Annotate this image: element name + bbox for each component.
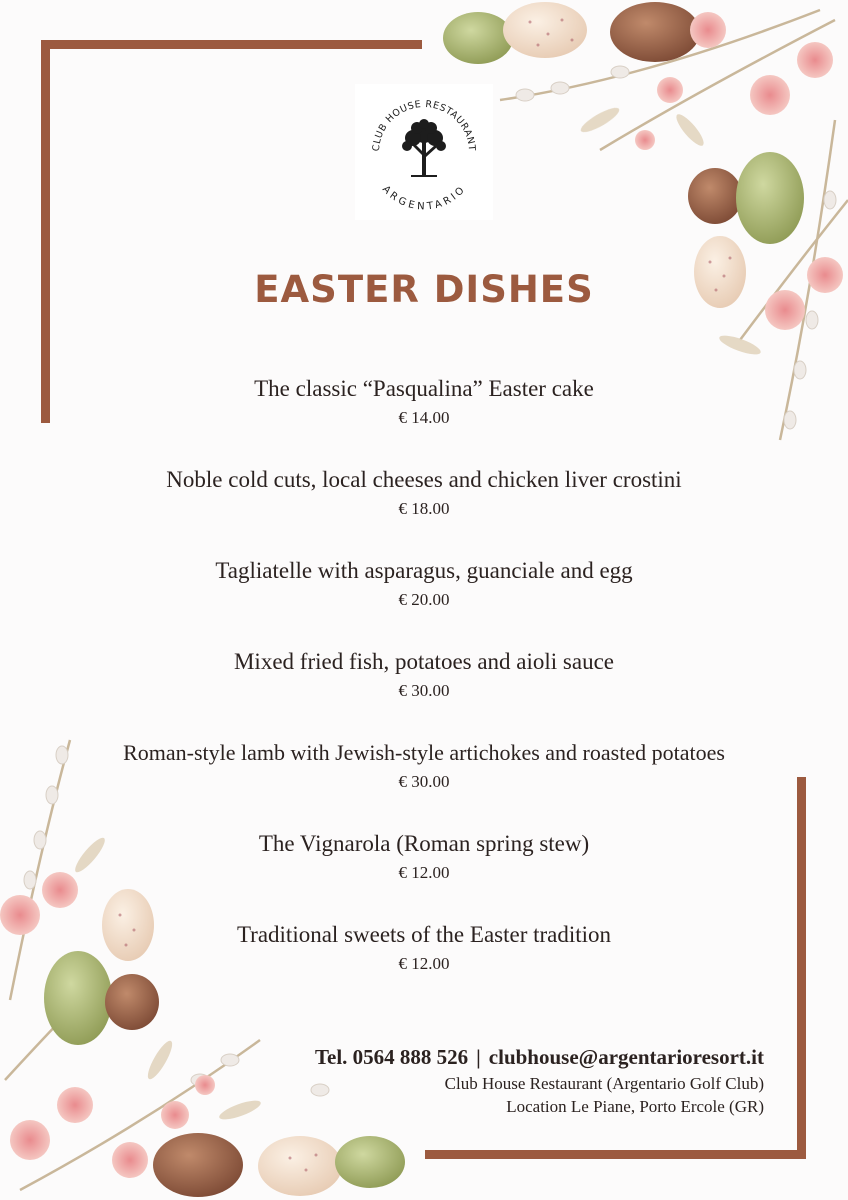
contact-separator: | bbox=[476, 1045, 481, 1069]
dish-name: The classic “Pasqualina” Easter cake bbox=[254, 376, 594, 401]
venue-name: Club House Restaurant (Argentario Golf Club) bbox=[444, 1074, 764, 1093]
easter-egg-icon bbox=[443, 2, 804, 308]
dish-price: € 30.00 bbox=[398, 772, 450, 791]
email-link[interactable]: clubhouse@argentarioresort.it bbox=[488, 1045, 764, 1069]
frame-right-bar bbox=[797, 777, 806, 1159]
dish-price: € 20.00 bbox=[398, 590, 450, 609]
dish-name: Roman-style lamb with Jewish-style artichokes and roasted potatoes bbox=[123, 740, 725, 765]
dish-name: Mixed fried fish, potatoes and aioli sauce bbox=[233, 649, 615, 674]
menu-item bbox=[60, 736, 788, 827]
frame-top-bar bbox=[41, 40, 422, 49]
svg-text:ARGENTARIO bbox=[380, 184, 468, 213]
logo-top-text: CLUB HOUSE RESTAURANT bbox=[370, 98, 478, 152]
dish-name: The Vignarola (Roman spring stew) bbox=[258, 831, 590, 856]
menu-item bbox=[60, 918, 788, 1009]
dish-name: Noble cold cuts, local cheeses and chicken liver crostini bbox=[166, 467, 682, 492]
dish-price: € 12.00 bbox=[398, 863, 450, 882]
dish-price: € 14.00 bbox=[398, 408, 450, 427]
menu-list bbox=[60, 372, 788, 1009]
menu-item bbox=[60, 645, 788, 736]
menu-item bbox=[60, 372, 788, 463]
venue-location: Location Le Piane, Porto Ercole (GR) bbox=[506, 1097, 764, 1116]
dish-price: € 30.00 bbox=[398, 681, 450, 700]
menu-item bbox=[60, 827, 788, 918]
phone-number[interactable]: Tel. 0564 888 526 bbox=[314, 1045, 469, 1069]
contact-footer bbox=[315, 1042, 764, 1118]
dish-price: € 12.00 bbox=[398, 954, 450, 973]
logo-bottom-text: ARGENTARIO bbox=[379, 183, 469, 213]
dish-name: Tagliatelle with asparagus, guanciale and egg bbox=[215, 558, 633, 583]
dish-name: Traditional sweets of the Easter tradition bbox=[236, 922, 612, 947]
contact-line bbox=[315, 1042, 764, 1072]
menu-item bbox=[60, 554, 788, 645]
page-title: EASTER DISHES bbox=[254, 268, 594, 311]
restaurant-logo bbox=[355, 84, 493, 220]
dish-price: € 18.00 bbox=[398, 499, 450, 518]
frame-left-bar bbox=[41, 40, 50, 423]
tree-logo-icon bbox=[402, 119, 446, 177]
menu-item bbox=[60, 463, 788, 554]
frame-bottom-bar bbox=[425, 1150, 806, 1159]
